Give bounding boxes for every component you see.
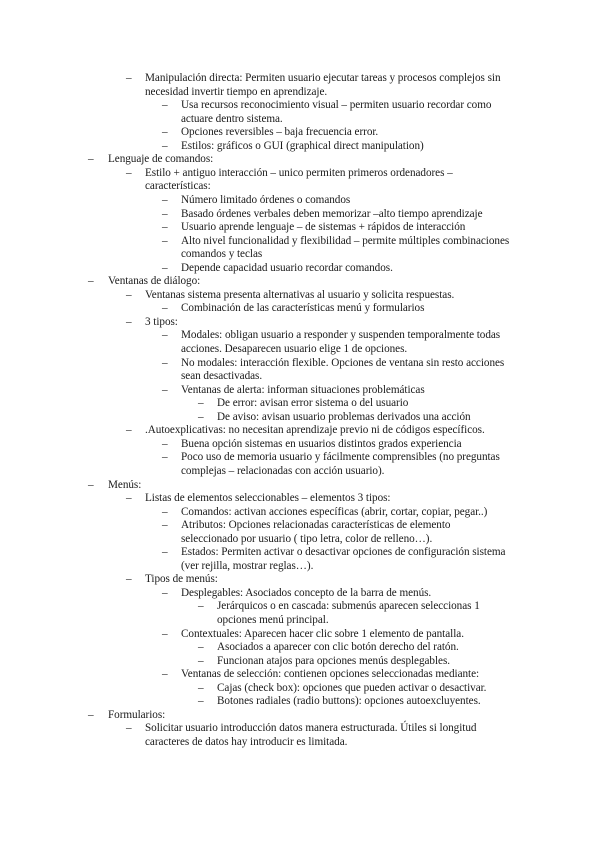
bullet-dash: –	[162, 221, 168, 234]
bullet-dash: –	[126, 288, 132, 301]
bullet-dash: –	[162, 126, 168, 139]
outline-line: opciones menú principal.	[217, 614, 329, 626]
bullet-dash: –	[162, 383, 168, 396]
bullet-dash: –	[198, 641, 204, 654]
outline-line: Usuario aprende lenguaje – de sistemas + rápidos de interacción	[181, 221, 466, 234]
outline-line: Estados: Permiten activar o desactivar opciones de configuración sistema	[181, 546, 506, 559]
bullet-dash: –	[88, 153, 94, 166]
bullet-dash: –	[126, 315, 132, 328]
outline-line: Jerárquicos o en cascada: submenús aparecen seleccionas 1	[217, 600, 480, 613]
outline-line: Usa recursos reconocimiento visual – permiten usuario recordar como	[181, 99, 492, 112]
bullet-dash: –	[126, 424, 132, 437]
outline-line: Solicitar usuario introducción datos manera estructurada. Útiles si longitud	[145, 722, 477, 735]
outline-line: De aviso: avisan usuario problemas derivados una acción	[217, 410, 471, 423]
bullet-dash: –	[198, 695, 204, 708]
outline-line: Basado órdenes verbales deben memorizar –alto tiempo aprendizaje	[181, 207, 483, 220]
bullet-dash: –	[88, 708, 94, 721]
outline-line: Comandos: activan acciones específicas (abrir, cortar, copiar, pegar..)	[181, 505, 488, 518]
bullet-dash: –	[162, 668, 168, 681]
outline-line: Manipulación directa: Permiten usuario ejecutar tareas y procesos complejos sin	[145, 72, 501, 84]
outline-line: Desplegables: Asociados concepto de la barra de menús.	[181, 586, 432, 599]
outline-line: Tipos de menús:	[145, 573, 218, 586]
outline-line: Asociados a aparecer con clic botón derecho del ratón.	[217, 641, 459, 654]
outline-line: Formularios:	[108, 708, 166, 721]
outline-line: Cajas (check box): opciones que pueden activar o desactivar.	[217, 681, 487, 694]
outline-line: características:	[145, 180, 211, 193]
outline-line: actuare dentro sistema.	[181, 112, 283, 125]
bullet-dash: –	[88, 478, 94, 491]
outline-line: Estilos: gráficos o GUI (graphical direct manipulation)	[181, 139, 424, 152]
bullet-dash: –	[198, 681, 204, 694]
outline-line: Estilo + antiguo interacción – unico permiten primeros ordenadores –	[145, 166, 453, 179]
bullet-dash: –	[198, 600, 204, 613]
bullet-dash: –	[162, 302, 168, 315]
outline-line: seleccionado por usuario ( tipo letra, color de relleno…).	[181, 532, 433, 545]
bullet-dash: –	[162, 139, 168, 152]
outline-line: Ventanas de alerta: informan situaciones problemáticas	[181, 383, 425, 396]
bullet-dash: –	[126, 492, 132, 505]
outline-line: Menús:	[108, 478, 142, 491]
bullet-dash: –	[162, 586, 168, 599]
bullet-dash: –	[162, 261, 168, 274]
outline-line: necesidad invertir tiempo en aprendizaje.	[145, 85, 328, 98]
outline-line: complejas – relacionadas con acción usuario).	[181, 464, 385, 477]
outline-line: Botones radiales (radio buttons): opciones autoexcluyentes.	[217, 695, 481, 708]
outline-line: Número limitado órdenes o comandos	[181, 193, 351, 206]
bullet-dash: –	[198, 397, 204, 410]
outline-line: Lenguaje de comandos:	[108, 153, 214, 166]
outline-line: Buena opción sistemas en usuarios distintos grados experiencia	[181, 437, 462, 450]
outline-line: (ver rejilla, mostrar reglas…).	[181, 559, 314, 572]
outline-line: caracteres de datos hay introducir es limitada.	[145, 735, 348, 748]
outline-line: No modales: interacción flexible. Opciones de ventana sin resto acciones	[181, 356, 505, 369]
outline-line: Ventanas de diálogo:	[108, 275, 201, 288]
outline-line: Listas de elementos seleccionables – elementos 3 tipos:	[145, 492, 391, 505]
outline-line: Ventanas de selección: contienen opciones seleccionadas mediante:	[181, 668, 480, 681]
bullet-dash: –	[162, 193, 168, 206]
outline-line: Modales: obligan usuario a responder y suspenden temporalmente todas	[181, 329, 501, 342]
bullet-dash: –	[126, 573, 132, 586]
outline-line: Poco uso de memoria usuario y fácilmente comprensibles (no preguntas	[181, 451, 500, 464]
bullet-dash: –	[88, 275, 94, 288]
bullet-dash: –	[126, 72, 132, 84]
outline-line: Combinación de las características menú y formularios	[181, 302, 425, 315]
bullet-dash: –	[162, 356, 168, 369]
bullet-dash: –	[162, 546, 168, 559]
outline-line: Ventanas sistema presenta alternativas al usuario y solicita respuestas.	[145, 288, 455, 301]
bullet-dash: –	[162, 329, 168, 342]
bullet-dash: –	[162, 519, 168, 532]
bullet-dash: –	[162, 437, 168, 450]
bullet-dash: –	[162, 207, 168, 220]
bullet-dash: –	[162, 505, 168, 518]
outline-line: sean desactivadas.	[181, 370, 263, 383]
bullet-dash: –	[162, 234, 168, 247]
bullet-dash: –	[162, 451, 168, 464]
bullet-dash: –	[198, 410, 204, 423]
outline-line: Alto nivel funcionalidad y flexibilidad – permite múltiples combinaciones	[181, 234, 510, 247]
outline-line: Atributos: Opciones relacionadas características de elemento	[181, 519, 451, 532]
bullet-dash: –	[126, 722, 132, 735]
bullet-dash: –	[162, 627, 168, 640]
outline-line: comandos y teclas	[181, 248, 263, 261]
outline-line: Contextuales: Aparecen hacer clic sobre 1 elemento de pantalla.	[181, 627, 464, 640]
outline-line: .Autoexplicativas: no necesitan aprendizaje previo ni de códigos específicos.	[145, 424, 485, 437]
outline-line: De error: avisan error sistema o del usuario	[217, 397, 409, 410]
bullet-dash: –	[162, 99, 168, 112]
outline-line: 3 tipos:	[145, 315, 178, 328]
bullet-dash: –	[126, 166, 132, 179]
bullet-dash: –	[198, 654, 204, 667]
outline-line: Funcionan atajos para opciones menús desplegables.	[217, 654, 450, 667]
outline-line: acciones. Desaparecen usuario elige 1 de opciones.	[181, 343, 408, 355]
outline-line: Opciones reversibles – baja frecuencia error.	[181, 126, 379, 139]
outline-line: Depende capacidad usuario recordar comandos.	[181, 261, 393, 274]
